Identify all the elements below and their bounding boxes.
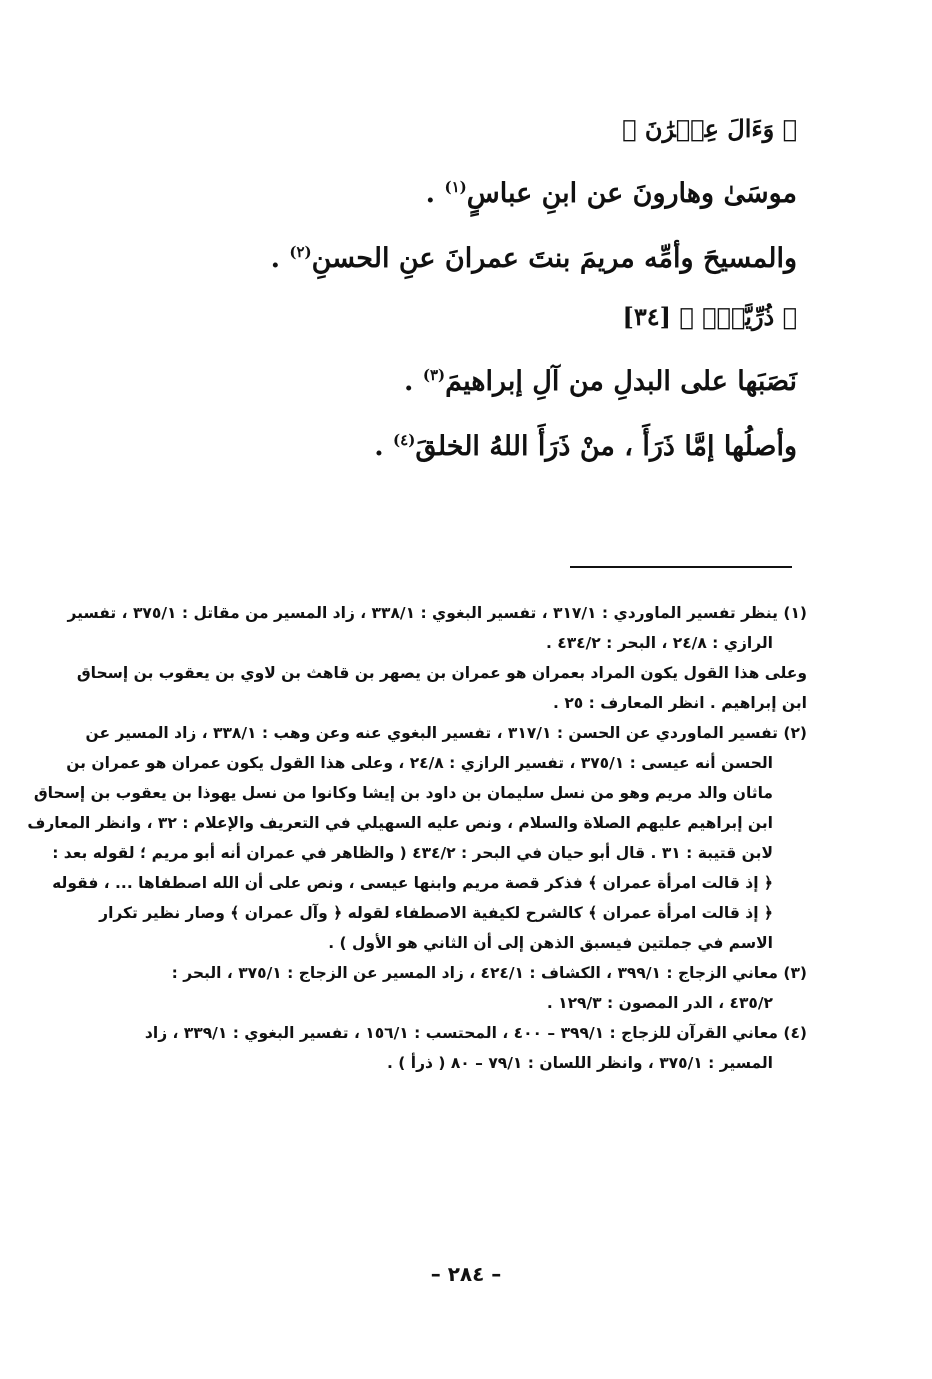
main-text-block	[237, 100, 797, 476]
footnote-4-line: (٤) معاني القرآن للزجاج : ٣٩٩/١ – ٤٠٠ ، المحتسب : ١٥٦/١ ، تفسير البغوي : ٣٣٩/١ ، زاد	[144, 1024, 807, 1042]
footnote-ref-4: (٤)	[393, 431, 416, 449]
quran-verse-heading-2: ﴿ ذُرِّيَّةَۢ ﴾ [٣٤]	[622, 302, 797, 331]
footnote-1-line: (١) ينظر تفسير الماوردي : ٣١٧/١ ، تفسير البغوي : ٣٣٨/١ ، زاد المسير من مقاتل : ٣٧٥/١ ، تفسير	[67, 604, 807, 622]
footnote-2-line: ابن إبراهيم عليهم الصلاة والسلام ، ونص عليه السهيلي في التعريف والإعلام : ٣٢ ، وانظر المعارف	[27, 814, 773, 832]
footnote-2-line: الحسن أنه عيسى : ٣٧٥/١ ، تفسير الرازي : ٢٤/٨ ، وعلى هذا القول يكون عمران هو عمران بن	[66, 754, 773, 772]
footnote-ref-2: (٢)	[289, 243, 312, 261]
footnote-1-line: الرازي : ٢٤/٨ ، البحر : ٤٣٤/٢ .	[545, 634, 773, 652]
footnote-1-line: ابن إبراهيم . انظر المعارف : ٢٥ .	[553, 694, 807, 712]
page-number: – ٢٨٤ –	[430, 1262, 502, 1286]
footnote-3-line: (٣) معاني الزجاج : ٣٩٩/١ ، الكشاف : ٤٢٤/١ ، زاد المسير عن الزجاج : ٣٧٥/١ ، البحر :	[171, 964, 807, 982]
footnotes-block	[27, 598, 807, 1078]
footnote-2-line: الاسم في جملتين فيسبق الذهن إلى أن الثاني هو الأول ) .	[328, 934, 773, 952]
footnote-ref-3: (٣)	[422, 366, 446, 384]
footnote-2-line: ﴿ إذ قالت امرأة عمران ﴾ كالشرح لكيفية الاصطفاء لقوله ﴿ وآل عمران ﴾ وصار نظير تكرار	[99, 904, 773, 922]
footnote-1-line: وعلى هذا القول يكون المراد بعمران هو عمران بن يصهر بن قاهث بن لاوي بن يعقوب بن إسحاق	[76, 664, 807, 682]
main-text-line-3: نَصَبَها على البدلِ من آلِ إبراهيمَ$^{(٣)}$ .	[404, 366, 797, 397]
footnote-2-line: (٢) تفسير الماوردي عن الحسن : ٣١٧/١ ، تفسير البغوي عنه وعن وهب : ٣٣٨/١ ، زاد المسير عن	[85, 724, 807, 742]
main-text-line-1: موسَىٰ وهارونَ عن ابنِ عباسٍ$^{(١)}$ .	[425, 178, 797, 209]
quran-verse-heading-1: ﴿ وَءَالَ عِمۡرَٰنَ ﴾	[622, 114, 797, 143]
footnote-ref-1: (١)	[444, 178, 467, 196]
main-text-line-4: وأصلُها إمَّا ذَرَأَ ، منْ ذَرَأَ اللهُ الخلقَ$^{(٤)}$ .	[374, 431, 797, 462]
footnote-2-line: لابن قتيبة : ٣١ . قال أبو حيان في البحر : ٤٣٤/٢ ( والظاهر في عمران أنه أبو مريم ؛ لقوله بعد :	[52, 844, 773, 862]
footnote-4-line: المسير : ٣٧٥/١ ، وانظر اللسان : ٧٩/١ – ٨٠ ( ذرأ ) .	[387, 1054, 773, 1072]
footnote-2-line: ماثان والد مريم وهو من نسل سليمان بن داود بن إيشا وكانوا من نسل يهوذا بن يعقوب بن إسحاق	[33, 784, 773, 802]
footnote-separator	[570, 566, 792, 568]
footnote-2-line: ﴿ إذ قالت امرأة عمران ﴾ فذكر قصة مريم وابنها عيسى ، ونص على أن الله اصطفاها ... ، فقوله	[52, 874, 773, 892]
footnote-3-line: ٤٣٥/٢ ، الدر المصون : ١٢٩/٣ .	[546, 994, 773, 1012]
main-text-line-2: والمسيحَ وأمِّه مريمَ بنتَ عمرانَ عنِ الحسنِ$^{(٢)}$ .	[270, 243, 797, 274]
